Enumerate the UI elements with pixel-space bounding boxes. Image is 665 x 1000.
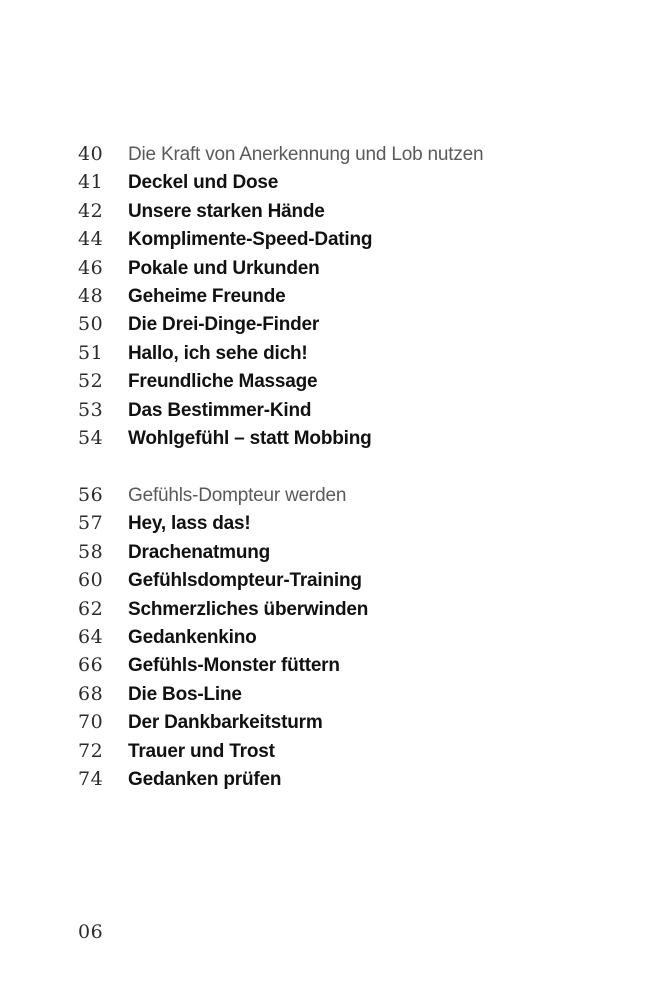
toc-entry: [78, 367, 638, 395]
page-number: 66: [78, 654, 104, 677]
toc-section-anerkennung: [78, 140, 638, 452]
entry-title: Freundliche Massage: [128, 371, 318, 393]
folio-page-number: 06: [78, 921, 104, 943]
toc-entry: [78, 197, 638, 225]
toc-entry: [78, 168, 638, 196]
page-number: 74: [78, 767, 104, 790]
toc-entry: [78, 566, 638, 594]
page-number: 51: [78, 341, 104, 364]
section-heading: [78, 481, 638, 509]
toc-entry: [78, 339, 638, 367]
toc-entry: [78, 680, 638, 708]
section-title: Gefühls-Dompteur werden: [128, 485, 347, 506]
page-number: 60: [78, 569, 104, 592]
entry-title: Schmerzliches überwinden: [128, 598, 369, 620]
page-number: 41: [78, 171, 104, 194]
entry-title: Der Dankbarkeitsturm: [128, 712, 323, 734]
section-title: Die Kraft von Anerkennung und Lob nutzen: [128, 144, 484, 165]
entry-title: Gedanken prüfen: [128, 768, 282, 790]
page-number: 48: [78, 284, 104, 307]
page-number: 70: [78, 711, 104, 734]
toc-entry: [78, 595, 638, 623]
toc-entry: [78, 708, 638, 736]
page-number: 46: [78, 256, 104, 279]
toc-entry: [78, 396, 638, 424]
toc-entry: [78, 765, 638, 793]
toc-entry: [78, 509, 638, 537]
entry-title: Deckel und Dose: [128, 172, 279, 194]
entry-title: Wohlgefühl – statt Mobbing: [128, 427, 372, 449]
page-number: 64: [78, 625, 104, 648]
toc-entry: [78, 424, 638, 452]
page-number: 53: [78, 398, 104, 421]
page-number: 58: [78, 540, 104, 563]
page-number: 44: [78, 228, 104, 251]
page-number: 62: [78, 597, 104, 620]
page-number: 50: [78, 313, 104, 336]
entry-title: Hey, lass das!: [128, 513, 251, 535]
toc-entry: [78, 538, 638, 566]
entry-title: Komplimente-Speed-Dating: [128, 229, 373, 251]
page-number: 68: [78, 682, 104, 705]
entry-title: Pokale und Urkunden: [128, 257, 320, 279]
entry-title: Drachenatmung: [128, 541, 271, 563]
page-number: 42: [78, 199, 104, 222]
entry-title: Gefühlsdompteur-Training: [128, 570, 362, 592]
page-number: 56: [78, 484, 104, 506]
entry-title: Gedankenkino: [128, 626, 257, 648]
toc-entry: [78, 737, 638, 765]
entry-title: Geheime Freunde: [128, 285, 286, 307]
page-number: 72: [78, 739, 104, 762]
page-number: 52: [78, 370, 104, 393]
toc-entry: [78, 282, 638, 310]
entry-title: Trauer und Trost: [128, 740, 275, 762]
entry-title: Die Drei-Dinge-Finder: [128, 314, 320, 336]
toc-section-gefuehle: [78, 481, 638, 793]
page-number: 54: [78, 426, 104, 449]
page-number: 57: [78, 512, 104, 535]
section-heading: [78, 140, 638, 168]
toc-entry: [78, 254, 638, 282]
page-number: 40: [78, 143, 104, 165]
entry-title: Gefühls-Monster füttern: [128, 655, 340, 677]
toc-entry: [78, 225, 638, 253]
toc-entry: [78, 310, 638, 338]
toc-entry: [78, 623, 638, 651]
entry-title: Das Bestimmer-Kind: [128, 399, 312, 421]
entry-title: Unsere starken Hände: [128, 200, 325, 222]
entry-title: Hallo, ich sehe dich!: [128, 342, 308, 364]
toc-entry: [78, 651, 638, 679]
entry-title: Die Bos-Line: [128, 683, 242, 705]
